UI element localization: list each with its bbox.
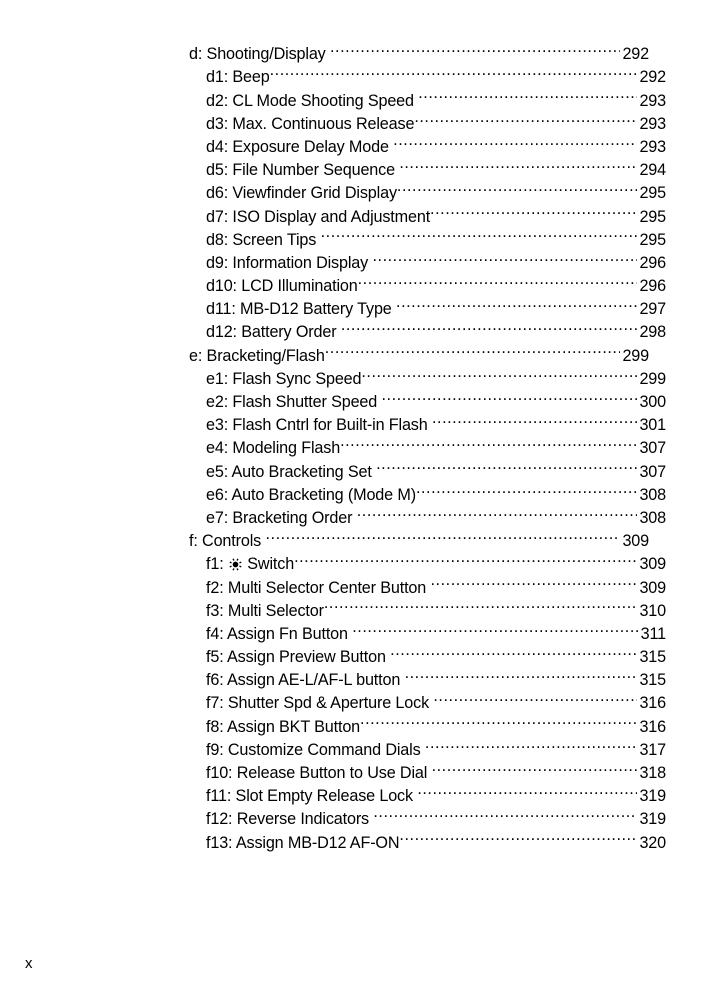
- toc-page-number: 297: [639, 300, 666, 319]
- toc-page-number: 293: [639, 114, 666, 133]
- toc-dot-leader: [396, 291, 637, 314]
- toc-page-number: 293: [639, 137, 666, 156]
- toc-dot-leader: [399, 824, 637, 847]
- toc-page-number: 295: [639, 230, 666, 249]
- toc-dot-leader: [393, 129, 637, 152]
- toc-entry-title: d10: LCD Illumination: [206, 277, 358, 296]
- toc-entry-title: d11: MB-D12 Battery Type: [206, 300, 392, 319]
- toc-page-number: 317: [639, 740, 666, 759]
- toc-dot-leader: [352, 616, 638, 639]
- toc-dot-leader: [431, 569, 638, 592]
- toc-dot-leader: [341, 314, 638, 337]
- toc-entry-title: f7: Shutter Spd & Aperture Lock: [206, 694, 430, 713]
- toc-entry-title: d3: Max. Continuous Release: [206, 114, 415, 133]
- toc-dot-leader: [390, 639, 637, 662]
- toc-dot-leader: [321, 222, 638, 245]
- toc-dot-leader: [425, 732, 638, 755]
- toc-dot-leader: [432, 755, 638, 778]
- toc-page-number: 309: [622, 532, 649, 551]
- toc-entry-title: e1: Flash Sync Speed: [206, 369, 362, 388]
- toc-dot-leader: [265, 523, 620, 546]
- toc-entry-title: d: Shooting/Display: [189, 45, 326, 64]
- toc-page-number: 316: [639, 694, 666, 713]
- toc-entry-title: f3: Multi Selector: [206, 601, 324, 620]
- toc-entry-title: d9: Information Display: [206, 253, 369, 272]
- toc-entry-title: f6: Assign AE-L/AF-L button: [206, 671, 401, 690]
- toc-page-number: 300: [639, 393, 666, 411]
- toc-dot-leader: [418, 82, 637, 105]
- toc-page-number: 315: [639, 648, 666, 667]
- toc-entry-title: f9: Customize Command Dials: [206, 740, 421, 759]
- toc-entry-title: e6: Auto Bracketing (Mode M): [206, 485, 416, 504]
- toc-page-number: 318: [639, 764, 666, 782]
- toc-entry-title: d1: Beep: [206, 68, 270, 87]
- toc-page-number: 296: [639, 277, 666, 296]
- toc-page-number: 310: [639, 601, 666, 620]
- toc-page-number: 308: [639, 508, 666, 527]
- toc-page-number: 320: [639, 833, 666, 852]
- toc-dot-leader: [376, 453, 637, 476]
- toc-entry-title-suffix: Switch: [247, 555, 295, 574]
- table-of-contents: [189, 36, 666, 852]
- toc-page-number: 309: [639, 578, 666, 597]
- toc-page-number: 295: [639, 207, 666, 226]
- toc-entry-title: e3: Flash Cntrl for Built-in Flash: [206, 416, 428, 435]
- toc-page-number: 292: [639, 68, 666, 87]
- toc-dot-leader: [405, 662, 638, 685]
- toc-page-number: 296: [639, 253, 666, 272]
- toc-dot-leader: [340, 430, 637, 453]
- toc-entry-title: d12: Battery Order: [206, 323, 337, 342]
- toc-dot-leader: [382, 384, 638, 407]
- toc-page-number: 299: [639, 369, 666, 388]
- toc-entry-title: d7: ISO Display and Adjustment: [206, 207, 431, 226]
- toc-entry-title: f5: Assign Preview Button: [206, 648, 386, 667]
- toc-dot-leader: [399, 152, 637, 175]
- toc-entry-title: [206, 553, 294, 576]
- toc-entry-title: d8: Screen Tips: [206, 230, 317, 249]
- toc-dot-leader: [414, 106, 637, 129]
- toc-page-number: 301: [639, 416, 666, 435]
- toc-dot-leader: [325, 337, 621, 360]
- toc-entry-title: f4: Assign Fn Button: [206, 624, 348, 643]
- toc-page-number: 298: [639, 323, 666, 342]
- toc-entry-title: f13: Assign MB-D12 AF-ON: [206, 833, 400, 852]
- page-folio: x: [25, 955, 33, 972]
- toc-page-number: 319: [639, 810, 666, 829]
- toc-entry-title: e4: Modeling Flash: [206, 439, 341, 458]
- toc-dot-leader: [361, 361, 637, 384]
- toc-dot-leader: [397, 175, 638, 198]
- toc-dot-leader: [432, 407, 637, 430]
- toc-dot-leader: [430, 198, 637, 221]
- toc-page-number: 294: [639, 161, 666, 180]
- toc-dot-leader: [330, 36, 620, 59]
- toc-entry-title: f10: Release Button to Use Dial: [206, 764, 428, 782]
- toc-dot-leader: [360, 708, 637, 731]
- toc-page-number: 307: [639, 462, 666, 481]
- toc-page-number: 293: [639, 91, 666, 110]
- toc-dot-leader: [294, 546, 637, 569]
- toc-page-number: 292: [622, 45, 649, 64]
- toc-entry-title: d6: Viewfinder Grid Display: [206, 184, 397, 203]
- toc-page-number: 308: [639, 485, 666, 504]
- toc-dot-leader: [417, 778, 637, 801]
- toc-page-number: 316: [639, 717, 666, 736]
- toc-dot-leader: [324, 593, 638, 616]
- toc-entry-title: d2: CL Mode Shooting Speed: [206, 91, 414, 110]
- toc-entry-title: d5: File Number Sequence: [206, 161, 395, 180]
- toc-entry-title: e2: Flash Shutter Speed: [206, 393, 378, 411]
- toc-page-number: 315: [639, 671, 666, 690]
- toc-dot-leader: [270, 59, 638, 82]
- toc-dot-leader: [372, 245, 637, 268]
- toc-page-number: 309: [639, 555, 666, 574]
- toc-dot-leader: [358, 268, 638, 291]
- toc-page-number: 311: [640, 624, 666, 643]
- toc-entry-label: f1:: [206, 555, 224, 574]
- toc-page-number: 299: [622, 346, 649, 365]
- toc-entry-title: f: Controls: [189, 532, 262, 551]
- toc-dot-leader: [373, 801, 637, 824]
- toc-entry-title: e7: Bracketing Order: [206, 508, 353, 527]
- toc-entry-title: d4: Exposure Delay Mode: [206, 137, 389, 156]
- toc-entry[interactable]: [189, 36, 649, 64]
- lcd-illumination-sun-icon: [229, 558, 242, 571]
- toc-page-number: 307: [639, 439, 666, 458]
- toc-dot-leader: [357, 500, 638, 523]
- toc-entry-title: e: Bracketing/Flash: [189, 346, 325, 365]
- toc-page-number: 295: [639, 184, 666, 203]
- toc-page-number: 319: [639, 787, 666, 806]
- toc-entry-title: f2: Multi Selector Center Button: [206, 578, 427, 597]
- toc-entry-title: e5: Auto Bracketing Set: [206, 462, 372, 481]
- toc-entry-title: f8: Assign BKT Button: [206, 717, 361, 736]
- toc-entry-title: f11: Slot Empty Release Lock: [206, 787, 413, 806]
- toc-dot-leader: [416, 477, 638, 500]
- toc-dot-leader: [433, 685, 637, 708]
- toc-entry-title: f12: Reverse Indicators: [206, 810, 370, 829]
